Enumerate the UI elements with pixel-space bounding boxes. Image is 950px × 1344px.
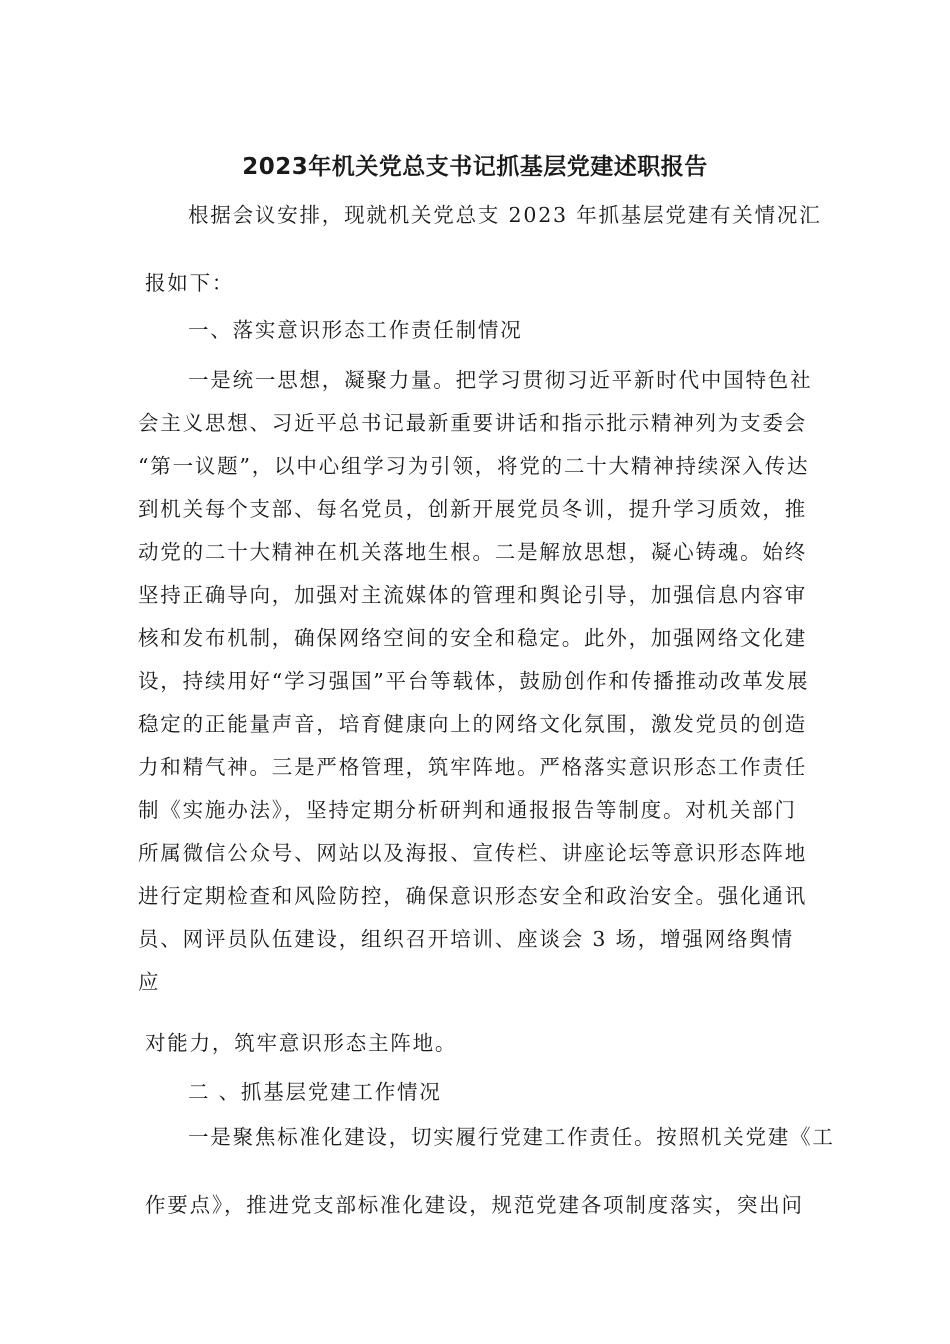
paragraph-line: 进行定期检查和风险防控，确保意识形态安全和政治安全。强化通讯 [138, 884, 807, 908]
section-heading-2: 二 、抓基层党建工作情况 [188, 1080, 442, 1104]
paragraph-line: 坚持正确导向，加强对主流媒体的管理和舆论引导，加强信息内容审 [138, 583, 807, 607]
paragraph-line: 稳定的正能量声音，培育健康向上的网络文化氛围，激发党员的创造 [138, 712, 807, 736]
paragraph-line: 一是统一思想，凝聚力量。把学习贯彻习近平新时代中国特色社 [188, 368, 813, 392]
paragraph-line: “第一议题”，以中心组学习为引领，将党的二十大精神持续深入传达 [138, 454, 810, 478]
paragraph-line: 所属微信公众号、网站以及海报、宣传栏、讲座论坛等意识形态阵地 [138, 841, 807, 865]
paragraph-line: 动党的二十大精神在机关落地生根。二是解放思想，凝心铸魂。始终 [138, 540, 807, 564]
paragraph-line: 会主义思想、习近平总书记最新重要讲话和指示批示精神列为支委会 [138, 411, 807, 435]
paragraph-line: 作要点》，推进党支部标准化建设，规范党建各项制度落实，突出问 [145, 1193, 804, 1217]
paragraph-line: 制《实施办法》，坚持定期分析研判和通报报告等制度。对机关部门 [138, 798, 797, 822]
paragraph-line: 应 [138, 970, 161, 994]
paragraph-line: 报如下： [145, 271, 235, 295]
paragraph-line: 到机关每个支部、每名党员，创新开展党员冬训，提升学习质效，推 [138, 497, 807, 521]
section-heading-1: 一、落实意识形态工作责任制情况 [188, 318, 523, 342]
paragraph-line: 力和精气神。三是严格管理，筑牢阵地。严格落实意识形态工作责任 [138, 755, 807, 779]
paragraph-line: 根据会议安排，现就机关党总支 2023 年抓基层党建有关情况汇 [188, 203, 822, 227]
paragraph-line: 核和发布机制，确保网络空间的安全和稳定。此外，加强网络文化建 [138, 626, 807, 650]
paragraph-line: 对能力，筑牢意识形态主阵地。 [145, 1031, 458, 1055]
paragraph-line: 设，持续用好“学习强国”平台等载体，鼓励创作和传播推动改革发展 [138, 669, 810, 693]
paragraph-line: 一是聚焦标准化建设，切实履行党建工作责任。按照机关党建《工 [188, 1125, 835, 1149]
document-title: 2023年机关党总支书记抓基层党建述职报告 [242, 154, 708, 180]
paragraph-line: 员、网评员队伍建设，组织召开培训、座谈会 3 场，增强网络舆情 [138, 927, 794, 951]
